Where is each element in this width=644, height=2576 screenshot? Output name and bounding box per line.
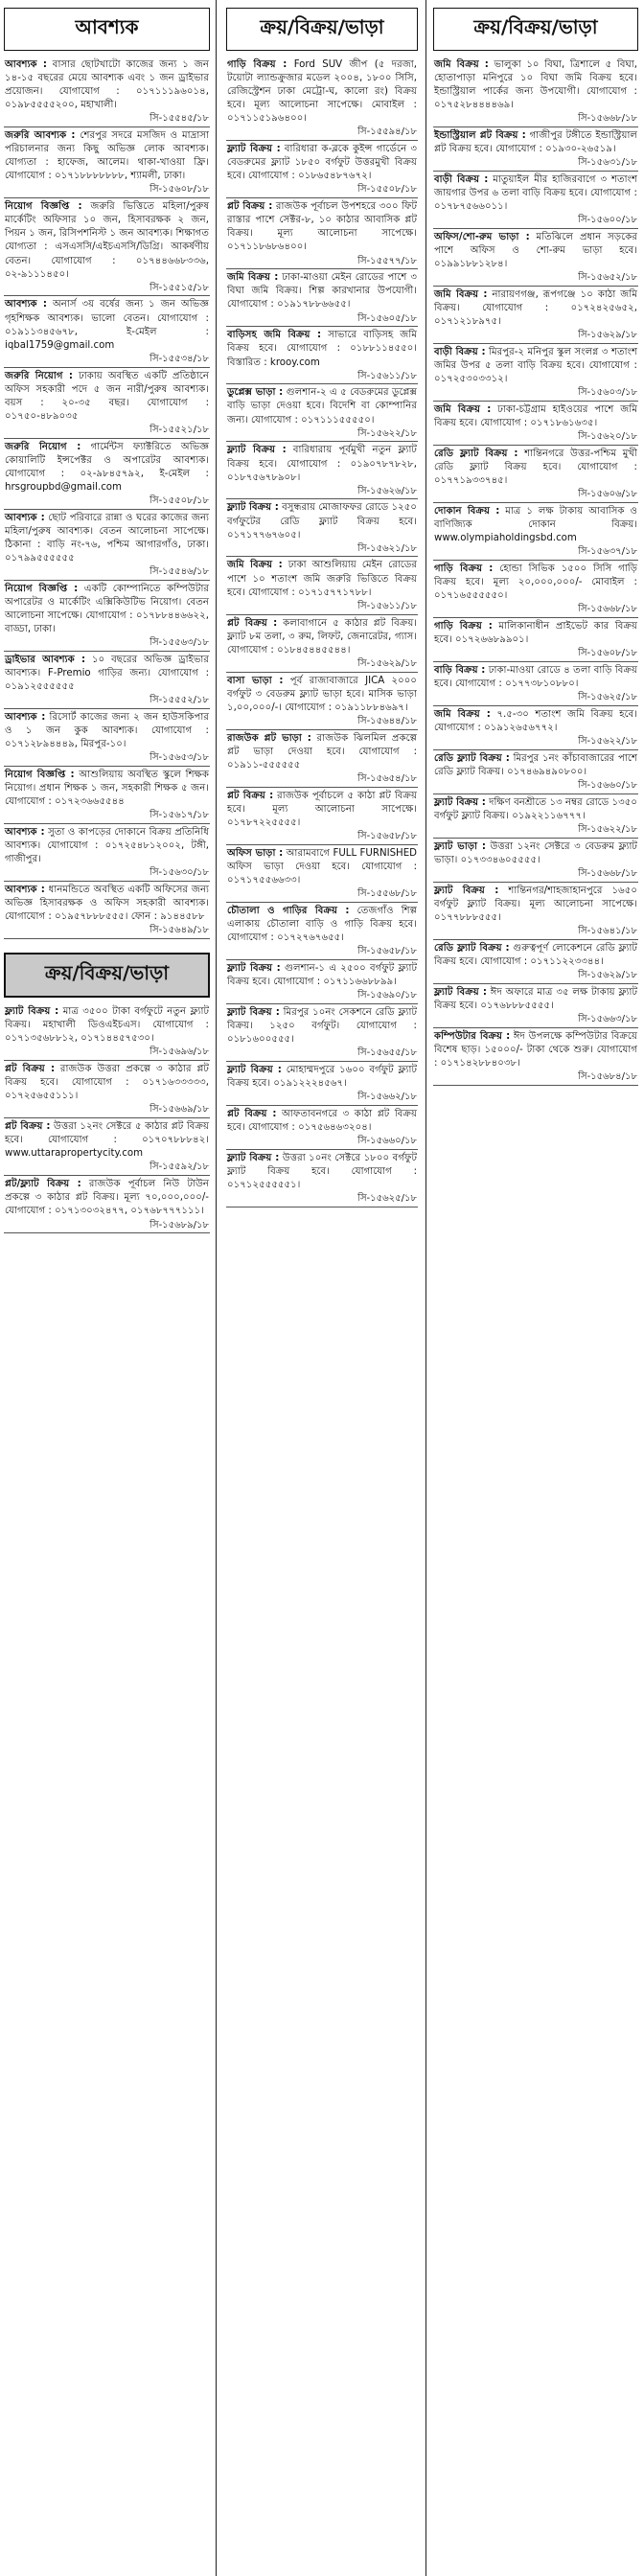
ad-heading: বাড়ী বিক্রয় : [434,174,489,186]
ad-heading: ফ্ল্যাট বিক্রয় : [5,1006,59,1018]
ad-reference: সি-১৫৬২৫/১৮ [578,692,637,703]
classified-ad [433,402,638,446]
ad-heading: কম্পিউটার বিক্রয় : [434,1030,511,1042]
ad-heading: ফ্ল্যাট বিক্রয় : [434,986,487,998]
ad-reference: সি-১৫৬৪৯/১৮ [150,925,209,936]
classified-ad [433,750,638,794]
classified-ad [4,824,210,882]
ad-heading: জরুরি নিয়োগ : [5,441,81,452]
ad-heading: জরুরি নিয়োগ : [5,370,73,381]
classified-ad [433,794,638,839]
ad-body: রাজউক পূর্বাচলে ৫ কাঠা প্লট বিক্রয় হবে। মূল্য আলোচনা সাপেক্ষে। ০১৭৮৭২২৫৫৫৫। [227,790,417,828]
classified-ad [226,327,418,384]
ad-heading: জমি বিক্রয় : [227,272,279,284]
ad-heading: প্লট বিক্রয় : [227,790,274,801]
ad-heading: আবশ্যক : [5,299,48,310]
section-header-buy-sell-rent-3: ক্রয়/বিক্রয়/ভাড়া [433,8,638,51]
ad-body: কলাবাগানে ৫ কাঠার প্লট বিক্রয়। ফ্ল্যাট ৮ম তলা, ৩ রুম, লিফট, জেনারেটর, গ্যাস। যোগাযোগ : ০১৮৪৫৪৪৫৫৪৪। [227,617,417,656]
ad-body: ঢাকায় অবস্থিত একটি প্রতিষ্ঠানে অফিস সহকারী পদে ৫ জন নারী/পুরুষ আবশ্যক। বয়স : ২০-৩৫ বছর। যোগাযোগ : ০১৭৫০-৪৮৯০৩৫ [5,370,209,422]
ad-body: গুলশান-১ এ ২৫০০ বর্গফুট ফ্ল্যাট বিক্রয় হবে। যোগাযোগ : ০১৭১১৬৬৮৮৯৯। [227,962,418,987]
ad-body: নারায়ণগঞ্জ, রূপগঞ্জে ১০ কাঠা জমি বিক্রয়। যোগাযোগ : ০১৭২৪২৫৬৫২, ০১৭১২১৮৯৭৫। [434,289,637,328]
classified-ad [4,767,210,824]
ad-list-wanted [4,57,210,939]
ad-heading: চৌতালা ও গাড়ির বিক্রয় : [227,905,350,916]
ad-heading: রেডি ফ্ল্যাট বিক্রয় : [434,448,518,460]
ad-body: উত্তরা ১২নং সেক্টরে ৫ কাঠার প্লট বিক্রয় হবে। যোগাযোগ : ০১৭০৭৮৮৮৪২। www.uttarapropertycity.com [5,1121,209,1160]
section-header-buy-sell-rent: ক্রয়/বিক্রয়/ভাড়া [4,953,210,998]
ad-body: মাত্র ১ লক্ষ টাকায় আবাসিক ও বাণিজ্যিক দোকান বিক্রয়। www.olympiaholdingsbd.com [434,506,638,544]
ad-body: ১০ বছরের অভিজ্ঞ ড্রাইভার আবশ্যক। F-Premio গাড়ির জন্য। যোগাযোগ : ০১৯১২৫৫৫৫৫৫ [5,655,209,693]
ad-heading: অফিস ভাড়া : [227,847,284,859]
ad-body: আফতাবনগরে ৩ কাঠা প্লট বিক্রয় হবে। যোগাযোগ : ০১৭৫৬৪৬৩২০৪। [227,1108,417,1133]
ad-reference: সি-১৫৬৬৯/১৮ [150,1104,209,1116]
ad-body: রাজউক পূর্বাচল উপশহরে ৩০০ ফিট রাস্তার পাশে সেক্টর-৮, ১০ কাঠার আবাসিক প্লট বিক্রয়। মূল্য আলোচনা সাপেক্ষে। ০১৭১১৮৬৮৬৪০০। [227,201,417,253]
ad-body: মিরপুর ১০নং সেকশনে রেডি ফ্ল্যাট বিক্রয়। ১২৫০ বর্গফুট। যোগাযোগ : ০১৮১৬০০৫৫৫। [227,1006,417,1045]
ad-body: গাজীপুর টঙ্গীতে ইন্ডাস্ট্রিয়াল প্লট বিক্রয় হবে। যোগাযোগ : ০১৯৩০-২৬৫১৯। [434,130,637,155]
ad-body: গুরুত্বপূর্ণ লোকেশনে রেডি ফ্ল্যাট বিক্রয় হবে। যোগাযোগ : ০১৭১১২২৩৩৪৪। [434,942,637,968]
ad-heading: প্লট বিক্রয় : [5,1064,56,1075]
classified-ad [4,439,210,510]
ad-heading: ফ্ল্যাট বিক্রয় : [227,1064,282,1075]
ad-heading: জমি বিক্রয় : [434,59,489,70]
ad-body: তেজগাঁও শিল্প এলাকায় চৌতালা বাড়ি ও গাড়ি বিক্রয় হবে। যোগাযোগ : ০১৭২৭৬৭৬৫৫। [227,905,417,943]
ad-reference: সি-১৫৫০৮/১৮ [150,495,209,507]
ad-reference: সি-১৫৫২১/১৮ [150,424,209,435]
ad-reference: সি-১৫৫৩৪/১৮ [150,353,209,364]
ad-heading: বাড়ি বিক্রয় : [434,665,486,677]
ad-body: ৭.৫-৩০ শতাংশ জমি বিক্রয় হবে। যোগাযোগ : ০১৯১২৬৫৬৭৭২। [434,709,637,734]
classified-ad [433,883,638,940]
classified-ad [4,882,210,939]
ad-body: মোহাম্মদপুরে ১৬০০ বর্গফুট ফ্ল্যাট বিক্রয় হবে। ০১৯১২২২৪৫৬৭। [227,1064,417,1089]
ad-reference: সি-১৫৬১১/১৮ [357,600,417,611]
ad-reference: সি-১৫৬৩০/১৮ [150,867,209,879]
classified-ad [226,673,418,730]
ad-body: রিসোর্ট কাজের জন্য ২ জন হাউসকিপার ও ১ জন কুক আবশ্যক। যোগাযোগ : ০১৭১২৮৯৪৪৪৯, মিরপুর-১০। [5,712,209,750]
ad-heading: রেডি ফ্ল্যাট বিক্রয় : [434,753,510,765]
ad-reference: সি-১৫৫৬৩/১৮ [150,637,209,649]
ad-body: ঈদ উপলক্ষে কম্পিউটার বিক্রয়ে বিশেষ ছাড়। ১৫০০০/- টাকা থেকে শুরু। যোগাযোগ : ০১৭১৪২৮৮৪০৩৮। [434,1030,637,1070]
ad-body: উত্তরা ১২নং সেক্টরে ৩ বেডরুম ফ্ল্যাট ভাড়া। ০১৭৩৩৪৬০৫৫৫৫। [434,841,637,866]
ad-body: শান্তিনগরে উত্তর-পশ্চিম মুখী রেডি ফ্ল্যাট বিক্রয় হবে। যোগাযোগ : ০১৭৭১৯৩৩৭৪৫। [434,448,637,487]
ad-body: সুতা ও কাপড়ের দোকানে বিক্রয় প্রতিনিধি আবশ্যক। যোগাযোগ : ০১৭২৫৪৮১২০০২, টঙ্গী, গাজীপুর। [5,827,209,865]
ad-body: গার্মেন্টস ফ্যাক্টরিতে অভিজ্ঞ কোয়ালিটি ইন্সপেক্টর ও অপারেটর আবশ্যক। যোগাযোগ : ০২-৯৮৪৫৭৯২, ই-মেইল : hrsgroupbd@gmail.com [5,441,209,493]
ad-heading: অফিস/শো-রুম ভাড়া : [434,232,530,243]
ad-heading: বাড়িসহ জমি বিক্রয় : [227,330,322,341]
classified-ad [4,296,210,367]
ad-body: ভালুকা ১০ বিঘা, ত্রিশালে ৫ বিঘা, হোতাপাড়া মনিপুরে ১০ বিঘা জমি বিক্রয় হবে। ইন্ডাস্ট্রিয়াল পার্কের জন্য উপযোগী। যোগাযোগ : ০১৭৫২৮৪৪৪৪৬৯। [434,59,637,111]
classified-ad [4,1118,210,1176]
ad-heading: আবশ্যক : [5,827,45,839]
ad-reference: সি-১৫৬২৯/১৮ [357,657,417,669]
ad-heading: জমি বিক্রয় : [227,560,283,571]
ad-reference: সি-১৫৬৫৫/১৮ [357,1046,417,1058]
ad-reference: সি-১৫৫০৮/১৮ [357,184,417,196]
classified-ad [4,1061,210,1118]
ad-body: রাজউক পূর্বাচল নিউ টাউন প্রকল্পে ৩ কাঠার প্লট বিক্রয়। মূল্য ৭০,০০০,০০০/- যোগাযোগ : ০১৭১৩০৩২৪৭৭, ০১৭৬৮৭৭৭১১১। [5,1179,209,1217]
ad-body: শেরপুর সদরে মসজিদ ও মাদ্রাসা পরিচালনার জন্য কিছু অভিজ্ঞ লোক আবশ্যক। যোগ্যতা : হাফেজ, আলেম। থাকা-খাওয়া ফ্রি। যোগাযোগ : ০১৭১৮৮৮৮৮৮৮, শ্যামলী, ঢাকা। [5,130,209,182]
ad-list-buy-sell-rent-1 [4,1003,210,1233]
classified-ad [4,709,210,767]
classified-ad [226,141,418,198]
ad-reference: সি-১৫৬৮৯/১৮ [150,1219,209,1230]
ad-reference: সি-১৫৫৯৪/১৮ [357,126,417,138]
ad-body: অনার্স ৩য় বর্ষের জন্য ১ জন অভিজ্ঞ গৃহশিক্ষক আবশ্যক। ভালো বেতন। যোগাযোগ : ০১৯১১৩৪৫৬৭৮, ই-মেইল : iqbal1759@gmail.com [5,299,209,351]
ad-reference: সি-১৫৬০৩/১৮ [578,387,637,399]
ad-body: দক্ষিণ বনশ্রীতে ১৩ নম্বর রোডে ১৩৫০ বর্গফুট ফ্ল্যাট বিক্রয়। ০১৯২২১১৬৭৭৭। [434,797,637,822]
classified-ad [4,510,210,581]
classified-ad [226,903,418,960]
classified-ad [226,557,418,614]
ad-reference: সি-১৫৬২২/১৮ [578,824,637,836]
ad-heading: প্লট বিক্রয় : [227,201,273,213]
ad-reference: সি-১৫৬৯০/১৮ [357,989,417,1000]
ad-body: মালিকানাধীন প্রাইভেট কার বিক্রয় হবে। ০১৭২৬৬৮৯৯০১। [434,621,637,646]
ad-body: মিরপুর ১নং কাঁচাবাজারের পাশে রেডি ফ্ল্যাট বিক্রয়। ০১৭৪৬৯৪৯০৮০০। [434,753,637,778]
ad-reference: সি-১৫৬০৬/১৮ [578,489,637,500]
ad-reference: সি-১৫৬৪১/১৮ [578,926,637,937]
ad-body: ঈদ অফারে মাত্র ৩৫ লক্ষ টাকায় ফ্ল্যাট বিক্রয় হবে। ০১৭৬৮৮৮৫৫৫৫। [434,986,637,1012]
ad-list-buy-sell-rent-3 [433,57,638,1086]
classified-ad [433,57,638,127]
ad-reference: সি-১৫৬৫৩/১৮ [150,752,209,764]
ad-heading: জমি বিক্রয় : [434,404,492,416]
ad-heading: ফ্ল্যাট ভাড়া : [434,841,486,852]
column-wanted [4,8,210,1233]
classified-ad [4,1003,210,1061]
classified-ad [226,1150,418,1208]
ad-heading: প্লট/ফ্ল্যাট বিক্রয় : [5,1179,81,1190]
classified-ad [433,618,638,662]
ad-reference: সি-১৫৬২৯/১৮ [578,970,637,981]
ad-heading: ইন্ডাস্ট্রিয়াল প্লট বিক্রয় : [434,130,526,142]
classified-ad [226,788,418,845]
ad-body: বারিধারা ক-ব্লকে কুইন্স গার্ডেনে ৩ বেডরুমের ফ্ল্যাট ১৮৫০ বর্গফুট উত্তরমুখী বিক্রয় হবে। যোগাযোগ : ০১৮৬৫৪৮৭৬৭২। [227,144,417,182]
ad-heading: ডুপ্লেক্স ভাড়া : [227,387,284,399]
ad-reference: সি-১৫৬৬৮/১৮ [578,604,637,615]
classified-ad [4,57,210,127]
classified-ad [433,984,638,1028]
ad-reference: সি-১৫৫৭৭/১৮ [357,255,417,266]
ad-reference: সি-১৫৬২৬/১৮ [357,485,417,496]
ad-body: মতিঝিলে প্রধান সড়কের পাশে অফিস ও শো-রুম ভাড়া হবে। ০১৯৯১৮৮১২৮৪। [434,232,637,270]
classified-ad [4,1176,210,1233]
ad-body: মিরপুর-২ মনিপুর স্কুল সংলগ্ন ৩ শতাংশ জমির উপর ৫ তলা বাড়ি বিক্রয় হবে। যোগাযোগ : ০১৭২৫৩০৩৩১২। [434,347,637,385]
ad-body: Ford SUV জীপ (৫ দরজা, টয়োটা ল্যান্ডক্রুজার মডেল ২০০৪, ১৮০০ সিসি, রেজিস্ট্রেশন ঢাকা মেট্রো-ঘ, কালো রং) বিক্রয় হবে। মূল্য আলোচনা সাপেক্ষে। মোবাইল : ০১৭১১৫১৯৬৪০০। [227,59,417,125]
ad-heading: জমি বিক্রয় : [434,289,488,301]
classified-ad [433,561,638,618]
ad-reference: সি-১৫৬৬৮/১৮ [578,868,637,880]
ad-heading: গাড়ি বিক্রয় : [434,564,494,575]
ad-body: মাত্র ৩৫০০ টাকা বর্গফুটে নতুন ফ্ল্যাট বিক্রয়। মহাখালী ডিওএইচএস। যোগাযোগ : ০১৭১৩৫৬৮৮১২, ০১৭১৪৪৫৭৫৩০। [5,1006,209,1045]
classified-ad [433,287,638,344]
classified-ad [226,198,418,269]
ad-heading: বাসা ভাড়া : [227,675,284,686]
ad-heading: আবশ্যক : [5,885,45,896]
ad-heading: আবশ্যক : [5,712,46,724]
ad-reference: সি-১৫৬৯৬/১৮ [150,1046,209,1058]
ad-reference: সি-১৫৬২৯/১৮ [578,330,637,341]
ad-body: আশুলিয়ায় অবস্থিত স্কুলে শিক্ষক নিয়োগ। প্রধান শিক্ষক ১ জন, সহকারী শিক্ষক ৫ জন। যোগাযোগ : ০১৭২৩৬৬৫৫৪৪ [5,770,209,808]
ad-body: বসুন্ধরায় মোজাফফর রোডে ১২৫০ বর্গফুটের রেডি ফ্ল্যাট বিক্রয় হবে। ০১৭১৭৭৬৭৬০৫। [227,502,417,540]
classified-ad [4,652,210,709]
ad-reference: সি-১৫৬০৫/১৮ [357,312,417,324]
ad-heading: ফ্ল্যাট বিক্রয় : [227,502,279,514]
ad-reference: সি-১৫৬৬০/১৮ [578,780,637,792]
ad-body: জরুরি ভিত্তিতে মহিলা/পুরুষ মার্কেটিং অফিসার ১০ জন, হিসাবরক্ষক ২ জন, পিয়ন ১ জন, রিসিপশনিস্ট ১ জন আবশ্যক। শিক্ষাগত যোগ্যতা : এসএসসি/এইচএসসি/ডিগ্রি। আকর্ষণীয় বেতন। যোগাযোগ : ০১৭৪৪৬৬৮৩৩৬, ০২-৯১১১৪৫০। [5,201,209,280]
ad-reference: সি-১৫৫৪৬/১৮ [150,566,209,578]
ad-body: ছোট পরিবারে রান্না ও ঘরের কাজের জন্য মহিলা/পুরুষ আবশ্যক। বেতন আলোচনা সাপেক্ষে। ঠিকানা : বাড়ি নং-৭৬, পশ্চিম আগারগাঁও, ঢাকা। ০১৭৯৯৫৫৫৫৫৫ [5,512,209,564]
ad-list-buy-sell-rent-2 [226,57,418,1208]
ad-heading: জরুরি আবশ্যক : [5,130,76,142]
ad-reference: সি-১৫৫১৫/১৮ [150,282,209,293]
ad-heading: ফ্ল্যাট বিক্রয় : [434,885,499,896]
ad-body: ঢাকা-মাওয়া মেইন রোডের পাশে ৩ বিঘা জমি বিক্রয়। শিল্প কারখানার উপযোগী। যোগাযোগ : ০১৯১৭৮৮৬৬৫৫। [227,272,417,310]
ad-reference: সি-১৫৬৮৪/১৮ [578,1071,637,1083]
ad-heading: বাড়ী বিক্রয় : [434,347,486,358]
classified-ad [226,730,418,788]
ad-body: হোন্ডা সিভিক ১৫০০ সিসি গাড়ি বিক্রয় হবে। মূল্য ২০,০০০,০০০/- মোবাইল : ০১৭১৬৫৫৫৫৫০। [434,564,637,602]
classified-ad [433,839,638,883]
ad-heading: প্লট বিক্রয় : [5,1121,51,1133]
classified-ad [433,127,638,172]
ad-heading: রাজউক প্লট ভাড়া : [227,732,311,744]
ad-reference: সি-১৫৬২১/১৮ [357,542,417,554]
ad-reference: সি-১৫৬০০/১৮ [578,215,637,226]
section-header-buy-sell-rent-2: ক্রয়/বিক্রয়/ভাড়া [226,8,418,51]
ad-reference: সি-১৫৬১১/১৮ [357,370,417,381]
ad-heading: নিয়োগ বিজ্ঞপ্তি : [5,770,75,781]
classified-ad [226,57,418,141]
classified-ad [433,229,638,287]
ad-heading: আবশ্যক : [5,512,45,523]
ad-body: সাভারে বাড়িসহ জমি বিক্রয় হবে। যোগাযোগ : ০১৮৮১১৪৫৫০। বিস্তারিত : krooy.com [227,330,417,368]
ad-reference: সি-১৫৬৪৪/১৮ [357,715,417,726]
section-header-wanted: আবশ্যক [4,8,210,51]
ad-heading: ফ্ল্যাট বিক্রয় : [227,962,281,974]
ad-reference: সি-১৫৬২০/১৮ [578,431,637,443]
ad-reference: সি-১৫৬৬২/১৮ [357,1091,417,1102]
ad-reference: সি-১৫৬০৮/১৮ [578,648,637,659]
classified-ad [226,269,418,327]
ad-body: মাতুয়াইল মীর হাজিরবাগে ৩ শতাংশ জায়গার উপর ৬ তলা বাড়ি বিক্রয় হবে। যোগাযোগ : ০১৭৮৭৫৬৬০১১। [434,174,637,213]
classified-ad [226,615,418,673]
classified-ad [226,1004,418,1062]
classified-ad [226,442,418,499]
ad-reference: সি-১৫৬৩১/১৮ [578,157,637,169]
ad-heading: ফ্ল্যাট বিক্রয় : [227,1006,280,1018]
ad-reference: সি-১৫৬৫৮/১৮ [357,830,417,841]
ad-reference: সি-১৫৬৬৩/১৮ [578,1014,637,1025]
ad-body: শান্তিনগর/শাহজাহানপুরে ১৬৫০ বর্গফুট ফ্ল্যাট বিক্রয়। মূল্য আলোচনা সাপেক্ষে। ০১৭৭৮৮৮৫৫৫। [434,885,638,924]
classified-ad [4,368,210,439]
classified-ad [433,446,638,503]
ad-heading: গাড়ি বিক্রয় : [227,59,288,70]
ad-body: আরামবাগে FULL FURNISHED অফিস ভাড়া দেওয়া হবে। যোগাযোগ : ০১৭১৭৫৫৬৬৩৩। [227,847,417,886]
ad-reference: সি-১৫৫৪৫/১৮ [150,113,209,125]
classified-ad [226,1106,418,1150]
ad-heading: ফ্ল্যাট বিক্রয় : [227,1152,280,1163]
ad-heading: ফ্ল্যাট বিক্রয় : [227,445,287,456]
ad-body: ঢাকা আশুলিয়ায় মেইন রোডের পাশে ১০ শতাংশ জমি জরুরি ভিত্তিতে বিক্রয় হবে। যোগাযোগ : ০১৭১৫৭৭১৭৮৮। [227,560,417,598]
ad-reference: সি-১৫৬০৮/১৮ [150,184,209,196]
classified-ad [433,344,638,402]
classified-ad [226,845,418,903]
ad-heading: ফ্ল্যাট বিক্রয় : [434,797,486,809]
classified-ad [4,198,210,296]
ad-heading: জমি বিক্রয় : [434,709,491,721]
ad-body: পূর্ব রাজাবাজারে JICA ২০০০ বর্গফুট ৩ বেডরুম ফ্ল্যাট ভাড়া হবে। মাসিক ভাড়া ১,০০,০০০/-। যোগাযোগ : ০১৯১১৮৮৪৬৯৭। [227,675,417,713]
classified-ad [4,127,210,198]
ad-heading: গাড়ি বিক্রয় : [434,621,493,632]
ad-heading: প্লট বিক্রয় : [227,1108,277,1119]
classified-ad [433,940,638,984]
ad-reference: সি-১৫৫৯২/১৮ [150,1162,209,1173]
ad-reference: সি-১৫৬৩৭/১৮ [578,546,637,558]
ad-body: বাসার ছোটখাটো কাজের জন্য ১ জন ১৪-১৫ বছরের মেয়ে আবশ্যক এবং ১ জন ড্রাইভার প্রয়োজন। যোগাযোগ : ০১৭১১১৯৬০১৪, ০১৯৮৫৫৫৫২০০, মহাখালী। [5,59,209,111]
ad-reference: সি-১৫৫৫২/১৮ [150,695,209,706]
classified-ad [226,960,418,1004]
ad-reference: সি-১৫৬৬৮/১৮ [578,113,637,125]
ad-heading: রেডি ফ্ল্যাট বিক্রয় : [434,942,510,954]
classified-ad [433,1028,638,1086]
ad-body: উত্তরা ১০নং সেক্টরে ১৮০০ বর্গফুট ফ্ল্যাট বিক্রয় হবে। যোগাযোগ : ০১৭১২৫৫৫৫৫১। [227,1152,417,1190]
ad-reference: সি-১৫৬১৭/১৮ [150,810,209,821]
ad-heading: নিয়োগ বিজ্ঞপ্তি : [5,201,82,213]
classified-ad [226,499,418,557]
ad-heading: নিয়োগ বিজ্ঞপ্তি : [5,583,79,594]
classified-ad [433,662,638,706]
ad-reference: সি-১৫৫৬৮/১৮ [357,887,417,899]
ad-body: গুলশান-২ এ ৫ বেডরুমের ডুপ্লেক্স বাড়ি ভাড়া দেওয়া হবে। বিদেশি বা কোম্পানির জন্য। যোগাযোগ : ০১৭১১১৫৫৫৫০। [227,387,417,426]
classified-ad [226,384,418,442]
ad-reference: সি-১৫৬২২/১৮ [357,427,417,439]
column-buy-sell-rent-2 [226,8,418,1208]
ad-heading: দোকান বিক্রয় : [434,506,500,518]
ad-reference: সি-১৫৬৬০/১৮ [357,1135,417,1146]
ad-heading: ফ্ল্যাট বিক্রয় : [227,144,281,155]
column-divider [216,0,217,2576]
ad-reference: সি-১৫৬২২/১৮ [578,736,637,748]
ad-body: ঢাকা-চট্টগ্রাম হাইওয়ের পাশে জমি বিক্রয় হবে। যোগাযোগ : ০১৭১৮৬১৬৩৫। [434,404,637,429]
ad-body: রাজউক ঝিলমিল প্রকল্পে প্লট ভাড়া দেওয়া হবে। যোগাযোগ : ০১৯১১-৫৫৫৫৫৫ [227,732,417,770]
column-buy-sell-rent-3 [433,8,638,1086]
ad-body: ঢাকা-মাওয়া রোডে ৪ তলা বাড়ি বিক্রয় হবে। যোগাযোগ : ০১৭৭৩৮১০৮৮০। [434,665,637,690]
ad-reference: সি-১৫৬৫৮/১৮ [357,945,417,956]
classified-ad [433,503,638,561]
ad-reference: সি-১৫৬৫৪/১৮ [357,772,417,784]
ad-body: বারিধারায় পূর্বমুখী নতুন ফ্ল্যাট বিক্রয় হবে। যোগাযোগ : ০১৯০৭৮৭৮২৮, ০১৮৭৫৬৭৮৯০৮। [227,445,417,483]
ad-body: একটি কোম্পানিতে কম্পিউটার অপারেটর ও মার্কেটিং এক্সিকিউটিভ নিয়োগ। বেতন আলোচনা সাপেক্ষে। যোগাযোগ : ০১৭৮৮৪৪৬৬২২, বাড্ডা, ঢাকা। [5,583,209,635]
ad-body: রাজউক উত্তরা প্রকল্পে ৩ কাঠার প্লট বিক্রয় হবে। যোগাযোগ : ০১৭১৬৩৩৩৩৩, ০১৭২৫৬৫৫১১১। [5,1064,209,1102]
classified-ad [4,581,210,652]
ad-reference: সি-১৫৬৫২/১৮ [578,272,637,284]
ad-heading: আবশ্যক : [5,59,47,70]
ad-heading: ড্রাইভার আবশ্যক : [5,655,86,666]
ad-heading: প্লট বিক্রয় : [227,617,278,629]
classified-ad [433,172,638,229]
ad-body: ধানমন্ডিতে অবস্থিত একটি অফিসের জন্য অভিজ্ঞ হিসাবরক্ষক ও অফিস সহকারী আবশ্যক। যোগাযোগ : ০১৯৫৭৮৮৮৫৫৫। ফোন : ৯১৪৪৫৮৮ [5,885,209,923]
ad-reference: সি-১৫৬২৫/১৮ [357,1192,417,1204]
classified-ad [226,1062,418,1106]
classified-ad [433,706,638,750]
